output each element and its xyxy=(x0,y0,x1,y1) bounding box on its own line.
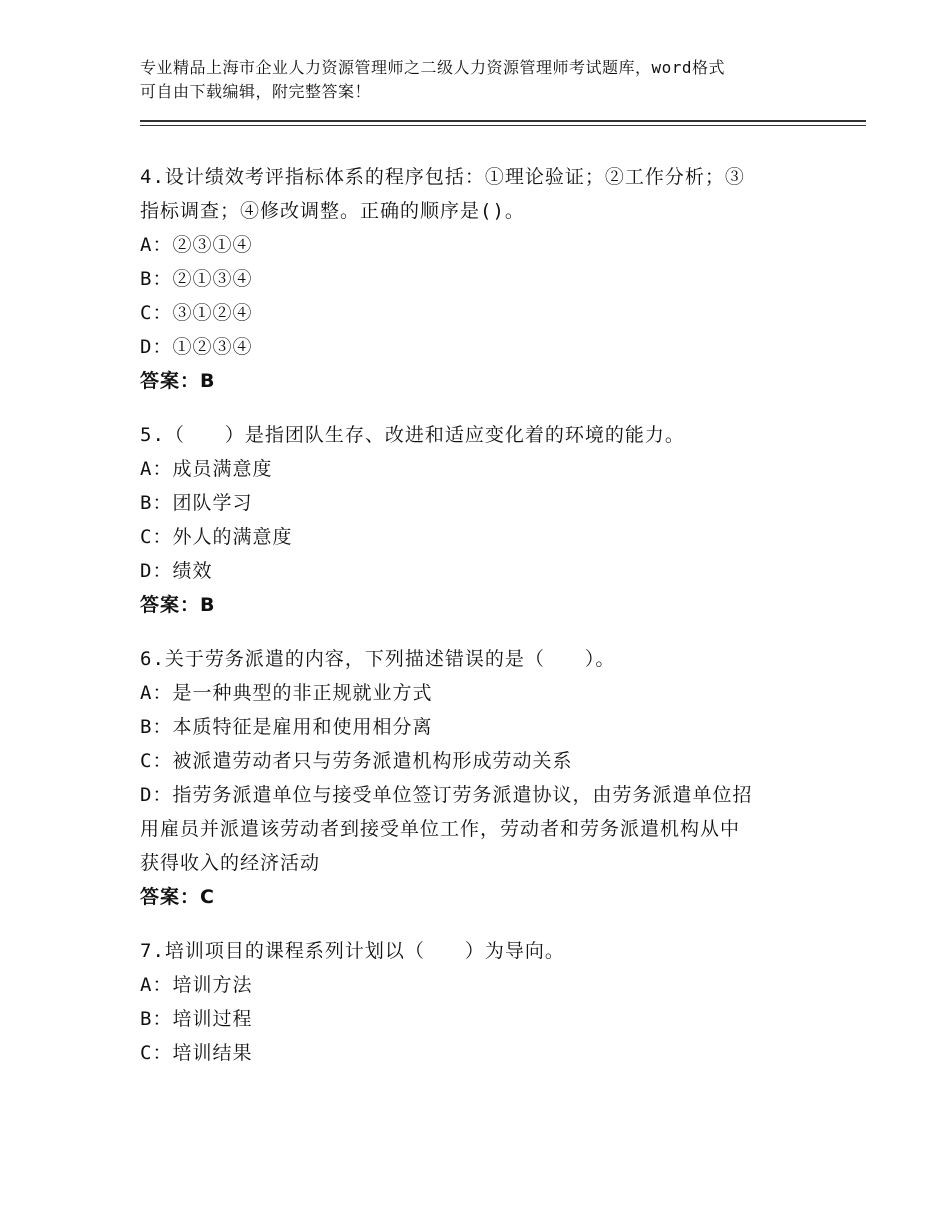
document-header xyxy=(140,56,820,104)
question-stem: 指标调查；④修改调整。正确的顺序是()。 xyxy=(140,200,525,222)
option-c: C：③①②④ xyxy=(140,302,253,324)
question-stem: 5.（ ）是指团队生存、改进和适应变化着的环境的能力。 xyxy=(140,424,685,446)
option-b: B：②①③④ xyxy=(140,268,253,290)
answer: 答案：B xyxy=(140,370,216,392)
header-line-1: 专业精品上海市企业人力资源管理师之二级人力资源管理师考试题库，word格式 xyxy=(140,58,726,77)
header-divider xyxy=(140,120,866,122)
option-c: C：被派遣劳动者只与劳务派遣机构形成劳动关系 xyxy=(140,750,573,772)
answer: 答案：C xyxy=(140,886,215,908)
question-list xyxy=(140,160,820,1090)
option-d: D：①②③④ xyxy=(140,336,253,358)
header-divider-thin xyxy=(140,125,866,126)
option-a: A：培训方法 xyxy=(140,974,253,996)
question-stem: 4.设计绩效考评指标体系的程序包括：①理论验证；②工作分析；③ xyxy=(140,166,745,188)
question-4 xyxy=(140,160,820,398)
question-stem: 6.关于劳务派遣的内容，下列描述错误的是（ ）。 xyxy=(140,648,616,670)
option-b: B：本质特征是雇用和使用相分离 xyxy=(140,716,433,738)
option-a: A：是一种典型的非正规就业方式 xyxy=(140,682,433,704)
option-d: D：绩效 xyxy=(140,560,213,582)
question-7 xyxy=(140,934,820,1070)
option-b: B：团队学习 xyxy=(140,492,253,514)
option-c: C：培训结果 xyxy=(140,1042,253,1064)
option-d-continued: 用雇员并派遣该劳动者到接受单位工作，劳动者和劳务派遣机构从中 xyxy=(140,818,741,840)
option-c: C：外人的满意度 xyxy=(140,526,293,548)
header-line-2: 可自由下载编辑，附完整答案！ xyxy=(140,82,372,101)
option-b: B：培训过程 xyxy=(140,1008,253,1030)
option-a: A：成员满意度 xyxy=(140,458,273,480)
option-a: A：②③①④ xyxy=(140,234,253,256)
option-d-continued: 获得收入的经济活动 xyxy=(140,852,321,874)
answer: 答案：B xyxy=(140,594,216,616)
question-6 xyxy=(140,642,820,914)
option-d: D：指劳务派遣单位与接受单位签订劳务派遣协议，由劳务派遣单位招 xyxy=(140,784,753,806)
question-5 xyxy=(140,418,820,622)
question-stem: 7.培训项目的课程系列计划以（ ）为导向。 xyxy=(140,940,565,962)
